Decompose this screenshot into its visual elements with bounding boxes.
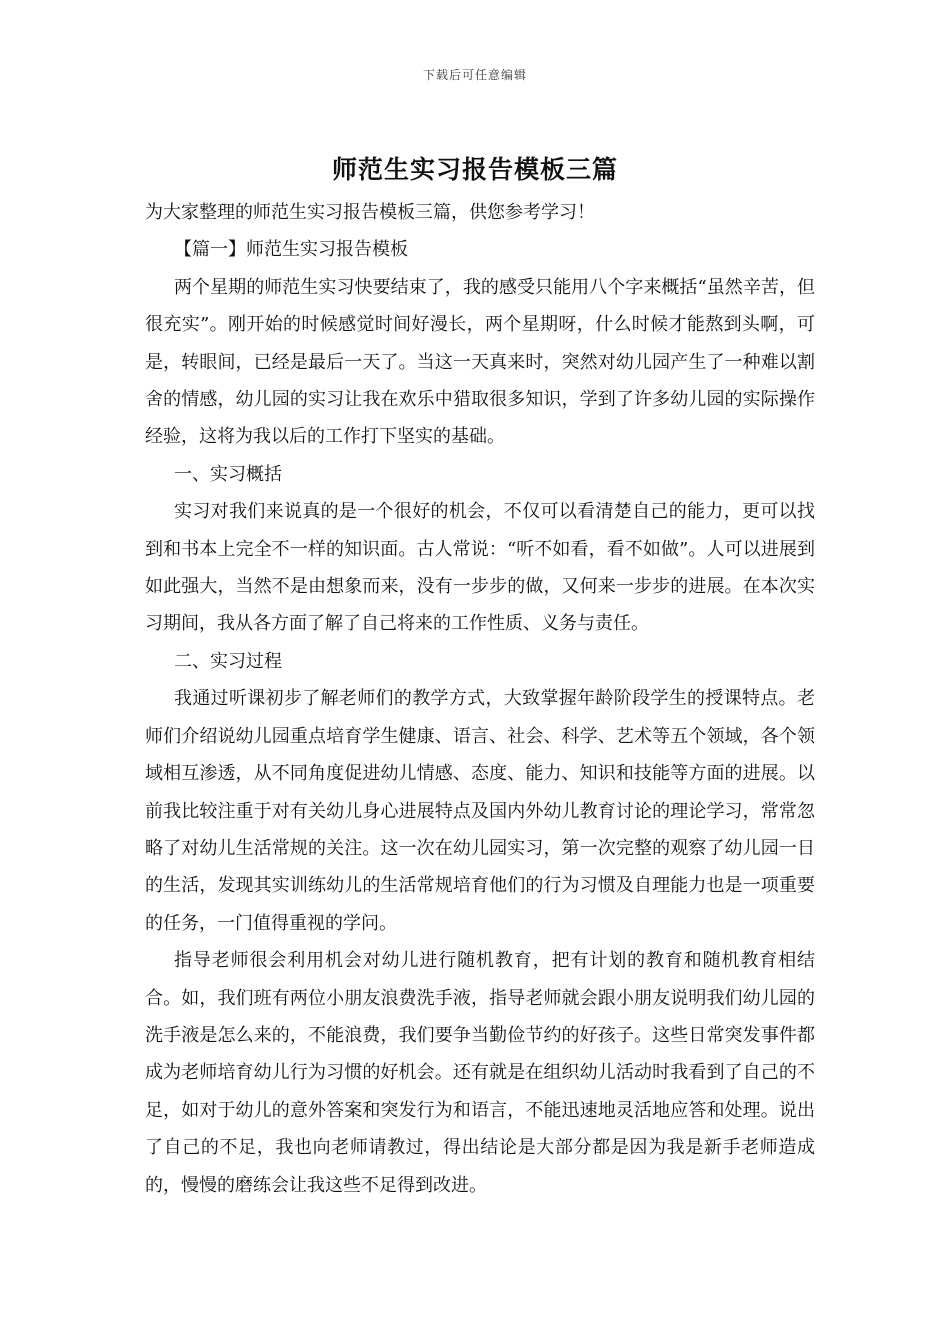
document-title: 师范生实习报告模板三篇 xyxy=(331,155,618,184)
paragraph-2: 实习对我们来说真的是一个很好的机会，不仅可以看清楚自己的能力，更可以找到和书本上完全不一样的知识面。古人常说：“听不如看，看不如做”。人可以进展到如此强大，当然不是由想象而来，没有一步步的做，又何来一步步的进展。在本次实习期间，我从各方面了解了自己将来的工作性质、义务与责任。 xyxy=(145,501,815,635)
part1-heading: 【篇一】师范生实习报告模板 xyxy=(174,239,408,261)
paragraph-4: 指导老师很会利用机会对幼儿进行随机教育，把有计划的教育和随机教育相结合。如，我们班有两位小朋友浪费洗手液，指导老师就会跟小朋友说明我们幼儿园的洗手液是怎么来的，不能浪费，我们要争当勤俭节约的好孩子。这些日常突发事件都成为老师培育幼儿行为习惯的好机会。还有就是在组织幼儿活动时我看到了自己的不足，如对于幼儿的意外答案和突发行为和语言，不能迅速地灵活地应答和处理。说出了自己的不足，我也向老师请教过，得出结论是大部分都是因为我是新手老师造成的，慢慢的磨练会让我这些不足得到改进。 xyxy=(145,950,815,1196)
section2-heading: 二、实习过程 xyxy=(174,650,282,672)
document-body xyxy=(145,194,815,1204)
paragraph-3: 我通过听课初步了解老师们的教学方式，大致掌握年龄阶段学生的授课特点。老师们介绍说幼儿园重点培育学生健康、语言、社会、科学、艺术等五个领域，各个领域相互渗透，从不同角度促进幼儿情感、态度、能力、知识和技能等方面的进展。以前我比较注重于对有关幼儿身心进展特点及国内外幼儿教育讨论的理论学习，常常忽略了对幼儿生活常规的关注。这一次在幼儿园实习，第一次完整的观察了幼儿园一日的生活，发现其实训练幼儿的生活常规培育他们的行为习惯及自理能力也是一项重要的任务，一门值得重视的学问。 xyxy=(145,688,815,934)
header-note: 下载后可任意编辑 xyxy=(422,68,527,82)
intro-paragraph: 为大家整理的师范生实习报告模板三篇，供您参考学习！ xyxy=(145,202,595,223)
section1-heading: 一、实习概括 xyxy=(174,463,282,485)
paragraph-1: 两个星期的师范生实习快要结束了，我的感受只能用八个字来概括“虽然辛苦，但很充实”。刚开始的时候感觉时间好漫长，两个星期呀，什么时候才能熬到头啊，可是，转眼间，已经是最后一天了。当这一天真来时，突然对幼儿园产生了一种难以割舍的情感，幼儿园的实习让我在欢乐中猎取很多知识，学到了许多幼儿园的实际操作经验，这将为我以后的工作打下坚实的基础。 xyxy=(145,276,815,448)
